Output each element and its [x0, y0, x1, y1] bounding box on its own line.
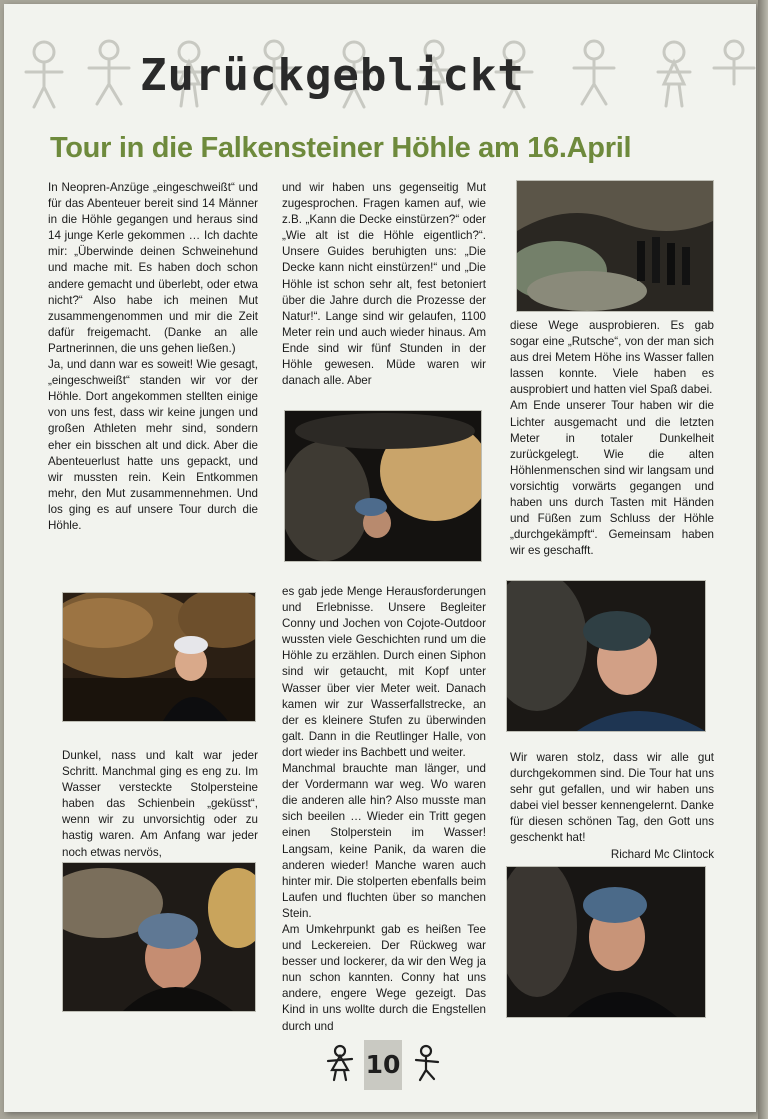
cave-photo-1: [62, 592, 256, 722]
page-number: 10: [365, 1050, 401, 1079]
author-signature: Richard Mc Clintock: [610, 847, 714, 861]
cave-photo-5: [506, 866, 706, 1018]
column-3-top: [510, 318, 714, 559]
paragraph: Am Umkehrpunkt gab es heißen Tee und Leckereien. Der Rückweg war besser und lockerer, da wir den Weg ja nun schon kannten. Conny hat uns andere, engere Wege gezeigt. Das Kind in uns wollte durch die Engstellen durch und: [282, 922, 486, 1033]
paragraph: Dunkel, nass und kalt war jeder Schritt. Manchmal ging es eng zu. Im Wasser versteckte Stolpersteine haben das Schienbein „geküsst“, wenn wir zu unvorsichtig oder zu hastig waren. Am Anfang war jeder noch etwas nervös,: [62, 749, 258, 859]
column-1-top: [48, 180, 258, 534]
paragraph: Ja, und dann war es soweit! Wie gesagt, „eingeschweißt“ standen wir vor der Höhle. Dort angekommen stellten einige von uns fest, dass wir keine jungen und großen Athleten mehr sind, sondern eher ein bisschen alt und dick. Aber die Abenteuerlust hatte uns gepackt, und wir mussten rein. Kein Entkommen mehr, den Mut zusammennehmen. Und los ging es auf unsere Tour durch die Höhle.: [48, 358, 258, 532]
page-footer: [322, 1040, 442, 1090]
paragraph: In Neopren-Anzüge „eingeschweißt“ und für das Abenteuer bereit sind 14 Männer in die Höhle gegangen und heraus sind 14 junge Kerle gekommen … Ich dachte mir: „Überwinde deinen Schweinehund und mache mit. Es haben doch schon andere gemacht und überlebt, oder etwa nicht?“ Also habe ich meinen Mut zusammengenommen und mir die Zeit dafür freigemacht. (Danke an alle Partnerinnen, die uns gehen ließen.): [48, 181, 258, 355]
cave-photo-4: [506, 580, 706, 732]
article-headline: Tour in die Falkensteiner Höhle am 16.April: [50, 132, 632, 164]
column-2-bottom: [282, 584, 486, 1035]
magazine-spine: [758, 0, 768, 1119]
paragraph: Wir waren stolz, dass wir alle gut durchgekommen sind. Die Tour hat uns sehr gut gefallen, und wir haben uns dabei viel besser kennengelernt. Danke für diesen schönen Tag, den Gott uns geschenkt hat!: [510, 751, 714, 845]
stick-figure-girl-icon: [322, 1044, 358, 1082]
cave-photo-2: [62, 862, 256, 1012]
paragraph: Manchmal brauchte man länger, und der Vordermann war weg. Wo waren die anderen alle hin? Also musste man sich beeilen … Wieder ein Tritt gegen einen Stolperstein im Wasser! Langsam, keine Panik, da waren die anderen wieder! Manche waren auch hinter mir. Die stolperten ebenfalls beim Laufen und fluchten über so manchen Stein.: [282, 762, 486, 920]
column-3-bottom: [510, 750, 714, 863]
paragraph: und wir haben uns gegenseitig Mut zugesprochen. Fragen kamen auf, wie z.B. „Kann die Decke einstürzen?“ oder „Wie alt ist die Höhle eigentlich?“. Unsere Guides beruhigten uns: „Die Decke kann nicht einstürzen!“ und „Die Höhle ist schon sehr alt, fest betoniert über die Jahre durch die Prozesse der Natur!“. Lange sind wir gelaufen, 1100 Meter rein und auch wieder hinaus. Am Ende sind wir fünf Stunden in der Höhle gewesen. Müde waren wir danach alle. Aber: [282, 181, 486, 388]
paragraph: diese Wege ausprobieren. Es gab sogar eine „Rutsche“, von der man sich aus drei Metem Höhe ins Wasser fallen lassen konnte. Viele haben es ausprobiert und hatten viel Spaß dabei.: [510, 319, 714, 397]
cave-group-photo: [516, 180, 714, 312]
magazine-page: [4, 4, 756, 1112]
column-2-top: [282, 180, 486, 389]
stick-figure-boy-icon: [408, 1044, 444, 1082]
cave-photo-3: [284, 410, 482, 562]
column-1-bottom: [62, 748, 258, 861]
paragraph: es gab jede Menge Herausforderungen und Erlebnisse. Unsere Begleiter Conny und Jochen von Cojote-Outdoor wussten viele Geschichten rund um die Höhle zu erzählen. Durch einen Siphon sind wir getaucht, mit Kopf unter Wasser über vier Meter weit. Danach kamen wir zur Wasserfallstrecke, an der es kleinere Stufen zu überwinden galt. Dann in die Reutlinger Halle, von dort wieder ins Bachbett und weiter.: [282, 585, 486, 759]
paragraph: Am Ende unserer Tour haben wir die Lichter ausgemacht und die letzten Meter in totaler Dunkelheit zurückgelegt. Wie die alten Höhlenmenschen sind wir langsam und vorsichtig vorwärts gegangen und haben uns durch Tasten mit Händen und Füßen zum Schluss der Höhle „durchgekämpft“. Gemeinsam haben wir es geschafft.: [510, 399, 714, 558]
page-title: Zurückgeblickt: [140, 50, 525, 101]
